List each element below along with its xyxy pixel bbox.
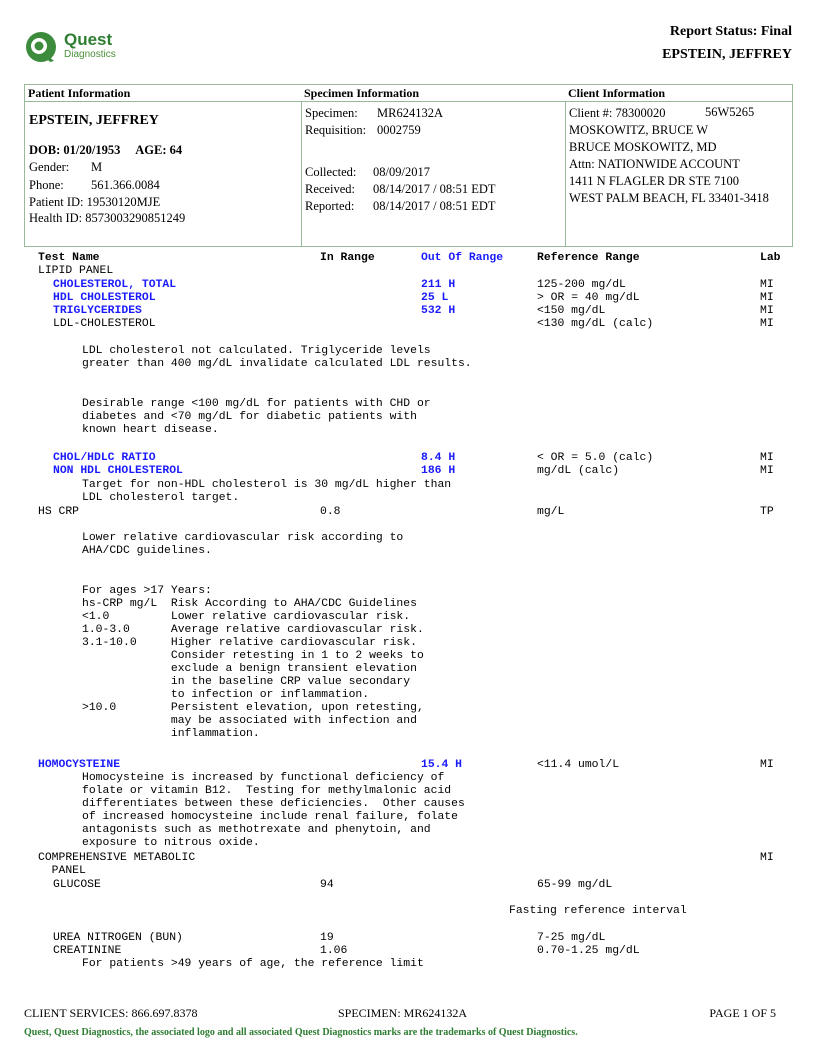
test-chol-total-name: CHOLESTEROL, TOTAL bbox=[53, 279, 177, 291]
reported-label: Reported: bbox=[305, 199, 355, 213]
collected-value: 08/09/2017 bbox=[373, 165, 430, 179]
client-line: 1411 N FLAGLER DR STE 7100 bbox=[569, 174, 740, 188]
col-in-range: In Range bbox=[320, 252, 375, 264]
test-bun-name: UREA NITROGEN (BUN) bbox=[53, 932, 183, 944]
test-chol-hdl-ref: < OR = 5.0 (calc) bbox=[537, 452, 654, 464]
test-chol-total-value: 211 H bbox=[421, 279, 456, 291]
test-hdl-name: HDL CHOLESTEROL bbox=[53, 292, 156, 304]
test-trig-ref: <150 mg/dL bbox=[537, 305, 606, 317]
test-chol-hdl-value: 8.4 H bbox=[421, 452, 456, 464]
non-hdl-note: Target for non-HDL cholesterol is 30 mg/dL higher than LDL cholesterol target. bbox=[82, 479, 452, 504]
reported-value: 08/14/2017 / 08:51 EDT bbox=[373, 199, 496, 213]
header-patient-name: EPSTEIN, JEFFREY bbox=[662, 47, 792, 62]
test-hdl-lab: MI bbox=[760, 292, 774, 304]
collected-label: Collected: bbox=[305, 165, 357, 179]
test-glucose-name: GLUCOSE bbox=[53, 879, 101, 891]
lipid-panel-heading: LIPID PANEL bbox=[38, 265, 114, 277]
test-hs-crp-value: 0.8 bbox=[320, 506, 341, 518]
footer-specimen: SPECIMEN: MR624132A bbox=[338, 1006, 468, 1020]
homocysteine-note: Homocysteine is increased by functional deficiency of folate or vitamin B12. Testing for methylmalonic acid differentiates between these deficiencies. Other causes of increased homocysteine include renal failure, folate antagonists such as methotrexate and phenytoin, and exposure to nitrous oxide. bbox=[82, 772, 465, 849]
test-homocysteine-value: 15.4 H bbox=[421, 759, 463, 771]
test-hs-crp-lab: TP bbox=[760, 506, 774, 518]
test-creatinine-name: CREATININE bbox=[53, 945, 122, 957]
received-value: 08/14/2017 / 08:51 EDT bbox=[373, 182, 496, 196]
crp-note: Lower relative cardiovascular risk according to AHA/CDC guidelines. bbox=[82, 532, 404, 557]
test-trig-name: TRIGLYCERIDES bbox=[53, 305, 142, 317]
test-hdl-ref: > OR = 40 mg/dL bbox=[537, 292, 640, 304]
patient-info-heading: Patient Information bbox=[25, 85, 301, 102]
client-number: Client #: 78300020 bbox=[569, 106, 666, 120]
specimen-label: Specimen: bbox=[305, 106, 358, 120]
test-hdl-value: 25 L bbox=[421, 292, 449, 304]
phone-label: Phone: bbox=[29, 178, 64, 192]
test-hs-crp-ref: mg/L bbox=[537, 506, 565, 518]
test-non-hdl-ref: mg/dL (calc) bbox=[537, 465, 620, 477]
client-line: Attn: NATIONWIDE ACCOUNT bbox=[569, 157, 740, 171]
health-id: Health ID: 8573003290851249 bbox=[29, 211, 186, 225]
logo-subtitle: Diagnostics bbox=[64, 49, 116, 60]
test-ldl-lab: MI bbox=[760, 318, 774, 330]
patient-name: EPSTEIN, JEFFREY bbox=[29, 113, 159, 128]
test-chol-total-ref: 125-200 mg/dL bbox=[537, 279, 626, 291]
report-status: Report Status: Final bbox=[669, 24, 792, 39]
client-code: 56W5265 bbox=[705, 105, 755, 119]
test-homocysteine-lab: MI bbox=[760, 759, 774, 771]
client-line: WEST PALM BEACH, FL 33401-3418 bbox=[569, 191, 769, 205]
footer-client-services: CLIENT SERVICES: 866.697.8378 bbox=[24, 1006, 198, 1020]
test-non-hdl-value: 186 H bbox=[421, 465, 456, 477]
desirable-note: Desirable range <100 mg/dL for patients with CHD or diabetes and <70 mg/dL for diabetic patients with known heart disease. bbox=[82, 398, 431, 436]
test-chol-total-lab: MI bbox=[760, 279, 774, 291]
test-creatinine-value: 1.06 bbox=[320, 945, 348, 957]
client-line: BRUCE MOSKOWITZ, MD bbox=[569, 140, 717, 154]
ldl-note: LDL cholesterol not calculated. Triglyceride levels greater than 400 mg/dL invalidate calculated LDL results. bbox=[82, 345, 472, 370]
requisition-label: Requisition: bbox=[305, 123, 367, 137]
client-line: MOSKOWITZ, BRUCE W bbox=[569, 123, 709, 137]
test-ldl-name: LDL-CHOLESTEROL bbox=[53, 318, 156, 330]
client-info-section bbox=[565, 85, 792, 246]
logo-wordmark: Quest bbox=[64, 30, 113, 49]
test-chol-hdl-lab: MI bbox=[760, 452, 774, 464]
test-homocysteine-ref: <11.4 umol/L bbox=[537, 759, 620, 771]
quest-logo bbox=[24, 28, 144, 68]
gender-label: Gender: bbox=[29, 160, 70, 174]
test-glucose-value: 94 bbox=[320, 879, 334, 891]
patient-dob-age: DOB: 01/20/1953 AGE: 64 bbox=[29, 143, 183, 157]
test-creatinine-ref: 0.70-1.25 mg/dL bbox=[537, 945, 640, 957]
test-homocysteine-name: HOMOCYSTEINE bbox=[38, 759, 121, 771]
col-test-name: Test Name bbox=[38, 252, 100, 264]
col-out-of-range: Out Of Range bbox=[421, 252, 504, 264]
test-bun-ref: 7-25 mg/dL bbox=[537, 932, 606, 944]
received-label: Received: bbox=[305, 182, 355, 196]
fasting-note: Fasting reference interval bbox=[509, 905, 687, 917]
creatinine-note: For patients >49 years of age, the reference limit bbox=[82, 958, 424, 970]
phone-value: 561.366.0084 bbox=[91, 178, 160, 192]
specimen-value: MR624132A bbox=[377, 106, 443, 120]
test-non-hdl-lab: MI bbox=[760, 465, 774, 477]
test-chol-hdl-name: CHOL/HDLC RATIO bbox=[53, 452, 156, 464]
test-hs-crp-name: HS CRP bbox=[38, 506, 80, 518]
cmp-lab: MI bbox=[760, 852, 774, 864]
client-info-heading: Client Information bbox=[565, 85, 792, 102]
test-glucose-ref: 65-99 mg/dL bbox=[537, 879, 613, 891]
gender-value: M bbox=[91, 160, 103, 174]
col-reference-range: Reference Range bbox=[537, 252, 640, 264]
test-ldl-ref: <130 mg/dL (calc) bbox=[537, 318, 654, 330]
test-trig-value: 532 H bbox=[421, 305, 456, 317]
specimen-info-section bbox=[301, 85, 566, 246]
crp-guidelines-table: For ages >17 Years: hs-CRP mg/L Risk According to AHA/CDC Guidelines <1.0 Lower relative cardiovascular risk. 1.0-3.0 Average relative cardiovascular risk. 3.1-10.0 Higher relative cardiovascular risk. Consider retesting in 1 to 2 weeks to exclude a benign transient elevation in the baseline CRP value secondary to infection or inflammation. >10.0 Persistent elevation, upon retesting, may be associated with infection and inflammation. bbox=[82, 585, 424, 740]
test-bun-value: 19 bbox=[320, 932, 334, 944]
requisition-value: 0002759 bbox=[377, 123, 421, 137]
patient-id: Patient ID: 19530120MJE bbox=[29, 195, 161, 209]
cmp-heading: COMPREHENSIVE METABOLIC PANEL bbox=[38, 852, 196, 877]
info-table bbox=[24, 84, 793, 247]
test-non-hdl-name: NON HDL CHOLESTEROL bbox=[53, 465, 183, 477]
patient-info-section bbox=[25, 85, 302, 246]
col-lab: Lab bbox=[760, 252, 781, 264]
specimen-info-heading: Specimen Information bbox=[301, 85, 565, 102]
footer-page-number: PAGE 1 OF 5 bbox=[709, 1006, 776, 1020]
footer-trademark: Quest, Quest Diagnostics, the associated logo and all associated Quest Diagnostics marks are the trademarks of Quest Diagnostics. bbox=[24, 1027, 578, 1038]
quest-logo-icon bbox=[24, 30, 58, 64]
test-trig-lab: MI bbox=[760, 305, 774, 317]
